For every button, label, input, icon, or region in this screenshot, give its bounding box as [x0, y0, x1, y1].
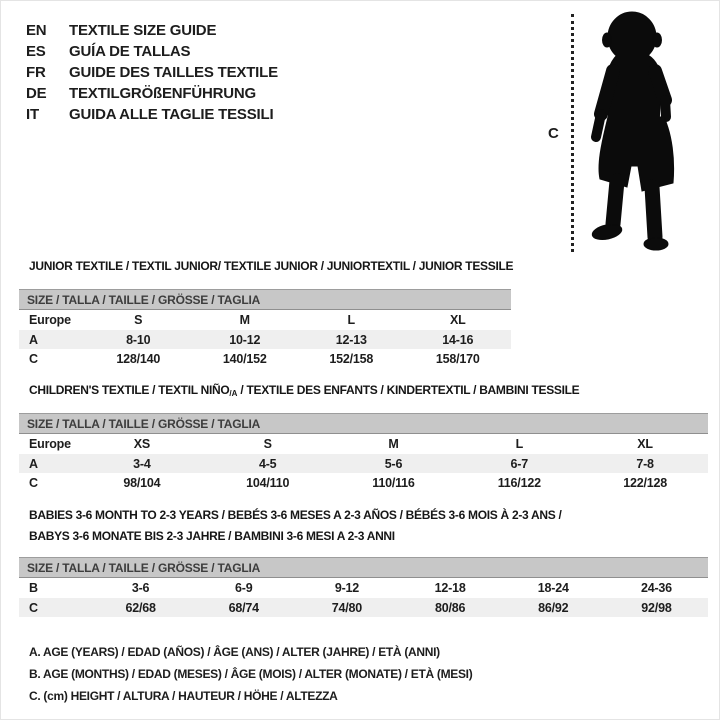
value-cell: 3-4	[133, 456, 151, 471]
size-cell: M	[239, 313, 250, 327]
babies-section-title-line2: BABYS 3-6 MONATE BIS 2-3 JAHRE / BAMBINI 3-6 MESI A 2-3 ANNI	[29, 529, 395, 543]
children-title-suffix: / TEXTILE DES ENFANTS / KINDERTEXTIL / BAMBINI TESSILE	[237, 383, 580, 397]
value-cell: 4-5	[258, 456, 277, 471]
language-row-es	[26, 41, 278, 62]
value-cell: 110/116	[372, 475, 415, 490]
row-label: C	[29, 600, 38, 615]
age-months-row	[19, 578, 708, 598]
size-cell: L	[347, 313, 355, 327]
height-cm-row	[19, 473, 708, 492]
language-code: ES	[26, 43, 46, 60]
value-cell: 68/74	[228, 600, 259, 615]
size-header-bar: SIZE / TALLA / TAILLE / GRÖSSE / TAGLIA	[19, 557, 708, 578]
row-label: Europe	[29, 437, 71, 451]
row-label: Europe	[29, 313, 71, 327]
height-cm-row	[19, 598, 708, 617]
junior-section-title: JUNIOR TEXTILE / TEXTIL JUNIOR/ TEXTILE JUNIOR / JUNIORTEXTIL / JUNIOR TESSILE	[29, 259, 514, 273]
row-label: C	[29, 475, 38, 490]
footnote-a: A. AGE (YEARS) / EDAD (AÑOS) / ÂGE (ANS) / ALTER (JAHRE) / ETÀ (ANNI)	[29, 645, 440, 659]
size-header-bar: SIZE / TALLA / TAILLE / GRÖSSE / TAGLIA	[19, 413, 708, 434]
value-cell: 5-6	[384, 456, 403, 471]
europe-sizes-row	[19, 434, 708, 454]
row-label: A	[29, 456, 38, 471]
language-row-it	[26, 104, 278, 125]
value-cell: 98/104	[123, 475, 161, 490]
value-cell: 12-18	[434, 581, 466, 595]
size-cell: L	[515, 437, 523, 451]
value-cell: 6-9	[235, 581, 253, 595]
europe-sizes-row	[19, 310, 511, 330]
value-cell: 8-10	[126, 332, 151, 347]
legend-footnotes	[29, 641, 472, 707]
size-cell: S	[134, 313, 143, 327]
footnote-b: B. AGE (MONTHS) / EDAD (MESES) / ÂGE (MOIS) / ALTER (MONATE) / ETÀ (MESI)	[29, 667, 473, 681]
value-cell: 128/140	[116, 351, 161, 366]
row-label: C	[29, 351, 38, 366]
babies-section-title-line1: BABIES 3-6 MONTH TO 2-3 YEARS / BEBÉS 3-6 MESES A 2-3 AÑOS / BÉBÉS 3-6 MOIS À 2-3 ANS /	[29, 508, 562, 522]
size-cell: S	[263, 437, 272, 451]
value-cell: 14-16	[442, 332, 474, 347]
value-cell: 152/158	[329, 351, 374, 366]
value-cell: 9-12	[334, 581, 360, 595]
row-label: A	[29, 332, 38, 347]
language-row-fr	[26, 62, 278, 83]
value-cell: 3-6	[131, 581, 150, 595]
height-cm-row	[19, 349, 511, 368]
value-cell: 10-12	[229, 332, 261, 347]
junior-size-table	[19, 289, 511, 368]
value-cell: 74/80	[331, 600, 363, 615]
language-label: TEXTILE SIZE GUIDE	[69, 22, 217, 39]
size-cell: XL	[449, 313, 466, 327]
language-code: EN	[26, 22, 47, 39]
height-measure-label: C	[548, 125, 559, 142]
value-cell: 6-7	[510, 456, 529, 471]
value-cell: 92/98	[641, 600, 672, 615]
value-cell: 140/152	[222, 351, 267, 366]
value-cell: 86/92	[538, 600, 569, 615]
children-section-title	[29, 383, 579, 398]
value-cell: 18-24	[537, 581, 569, 595]
age-years-row	[19, 454, 708, 473]
value-cell: 116/122	[497, 475, 541, 490]
language-label: GUIDE DES TAILLES TEXTILE	[69, 64, 278, 81]
value-cell: 62/68	[125, 600, 156, 615]
children-title-prefix: CHILDREN'S TEXTILE / TEXTIL NIÑO	[29, 383, 230, 397]
size-cell: M	[388, 437, 399, 451]
size-cell: XL	[637, 437, 653, 451]
height-measure-dotted-line	[571, 14, 574, 252]
language-code: FR	[26, 64, 46, 81]
value-cell: 12-13	[335, 332, 367, 347]
value-cell: 158/170	[435, 351, 480, 366]
children-size-table	[19, 413, 708, 492]
footnote-c: C. (cm) HEIGHT / ALTURA / HAUTEUR / HÖHE / ALTEZZA	[29, 689, 338, 703]
age-years-row	[19, 330, 511, 349]
value-cell: 24-36	[640, 581, 672, 595]
value-cell: 7-8	[636, 456, 654, 471]
babies-size-table	[19, 557, 708, 617]
value-cell: 104/110	[246, 475, 290, 490]
language-row-de	[26, 83, 278, 104]
value-cell: 122/128	[623, 475, 667, 490]
language-list	[26, 20, 278, 125]
row-label: B	[29, 581, 38, 595]
language-label: GUÍA DE TALLAS	[69, 43, 191, 60]
language-code: IT	[26, 106, 39, 123]
language-code: DE	[26, 85, 47, 102]
toddler-silhouette-image	[585, 11, 685, 253]
size-header-bar: SIZE / TALLA / TAILLE / GRÖSSE / TAGLIA	[19, 289, 511, 310]
language-row-en	[26, 20, 278, 41]
language-label: GUIDA ALLE TAGLIE TESSILI	[69, 106, 274, 123]
language-label: TEXTILGRÖßENFÜHRUNG	[69, 85, 257, 102]
size-cell: XS	[133, 437, 151, 451]
value-cell: 80/86	[434, 600, 466, 615]
children-title-subscript: /A	[229, 389, 238, 398]
